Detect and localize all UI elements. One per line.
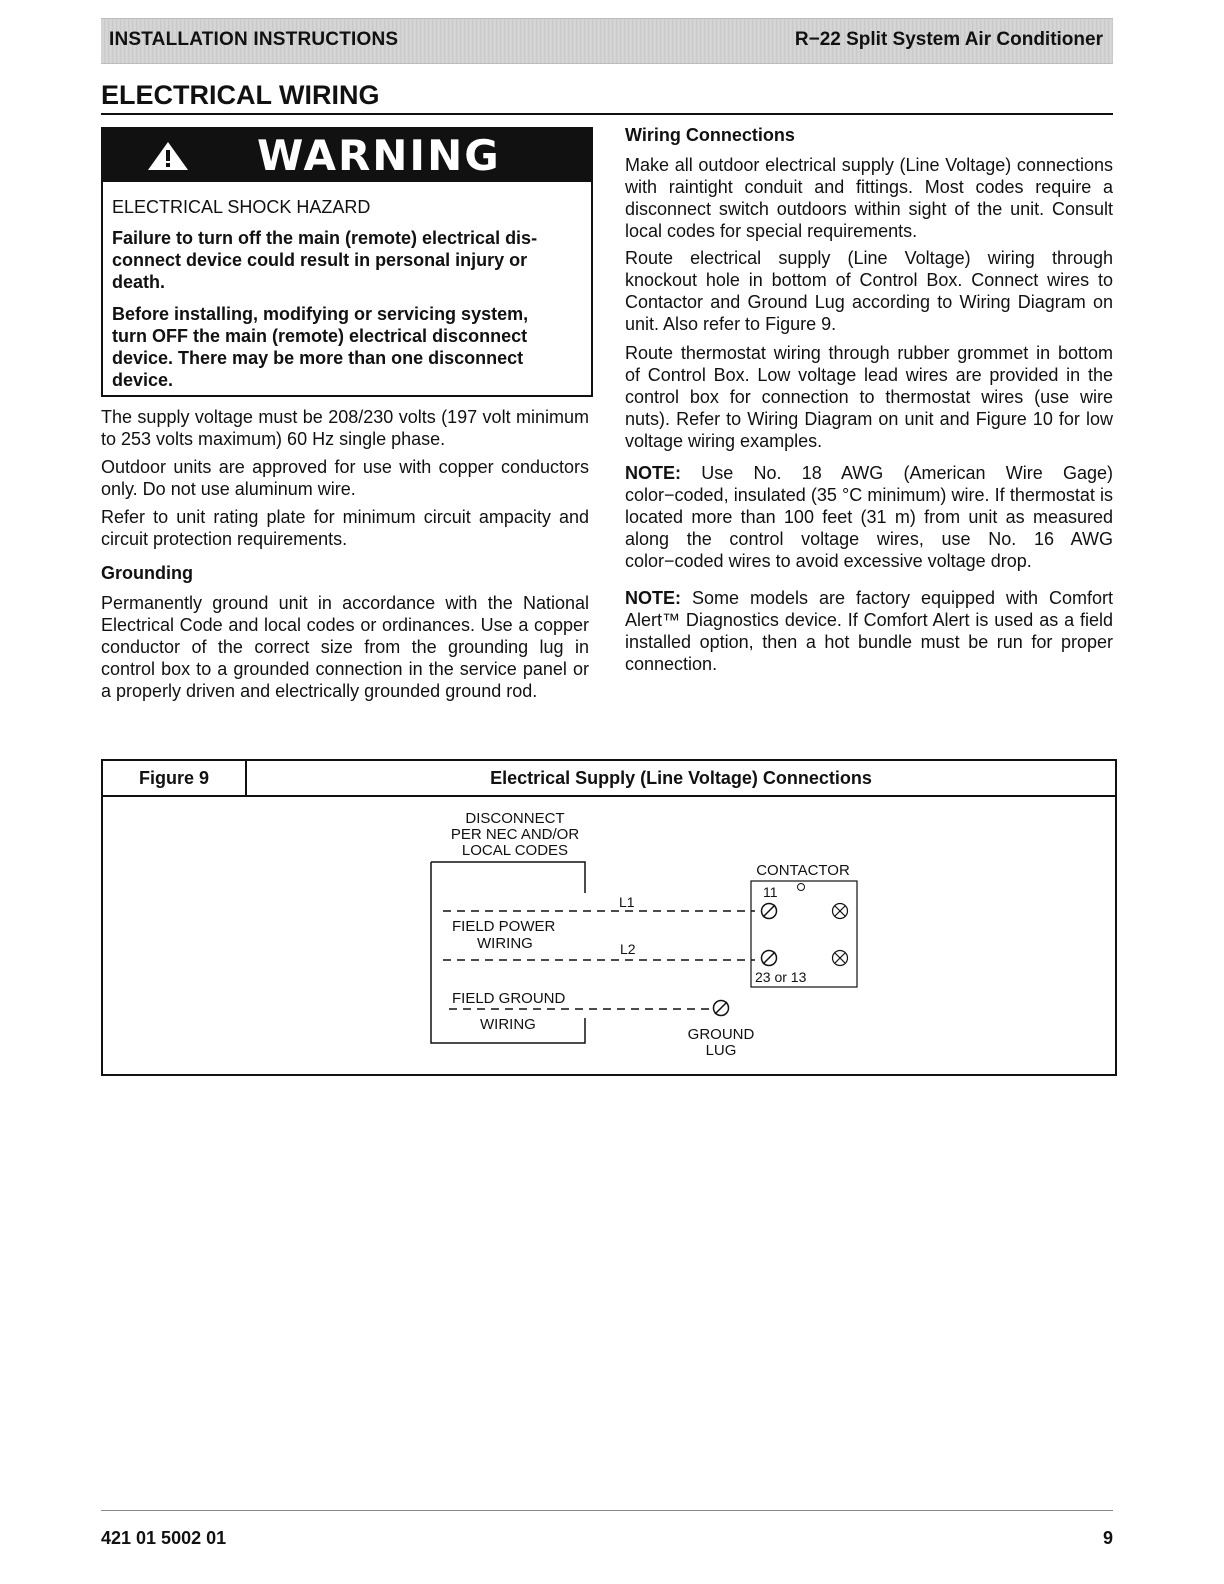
ground-lug-label-1: GROUND	[687, 1026, 755, 1043]
figure-title: Electrical Supply (Line Voltage) Connections	[490, 768, 872, 788]
warning-line-4: Before installing, modifying or servicing system,	[112, 304, 529, 324]
rating-plate-paragraph: Refer to unit rating plate for minimum circuit ampacity and circuit protection requirements.	[101, 507, 589, 549]
footer-divider	[101, 1510, 1113, 1511]
warning-triangle-icon	[147, 141, 189, 171]
l2-load-terminal-icon	[833, 951, 848, 966]
supply-voltage-paragraph: The supply voltage must be 208/230 volts (197 volt minimum to 253 volts maximum) 60 Hz single phase.	[101, 407, 589, 449]
warning-box	[101, 127, 593, 397]
note-awg-text: Use No. 18 AWG (American Wire Gage) color−coded, insulated (35 °C minimum) wire. If thermostat is located more than 100 feet (31 m) from unit as measured along the control voltage wires, use No. 16 AWG color−coded wires to avoid excessive voltage drop.	[625, 463, 1113, 571]
copper-paragraph: Outdoor units are approved for use with copper conductors only. Do not use aluminum wire.	[101, 457, 589, 499]
note-comfort-text: Some models are factory equipped with Comfort Alert™ Diagnostics device. If Comfort Alert is used as a field installed option, then a hot bundle must be run for proper connection.	[625, 588, 1113, 674]
disconnect-label-2: PER NEC AND/OR	[450, 826, 580, 843]
warning-word: WARNING	[257, 131, 501, 180]
field-power-label-1: FIELD POWER	[452, 918, 556, 935]
warning-line-6: device. There may be more than one disconnect	[112, 348, 524, 368]
wiring-connections-heading: Wiring Connections	[625, 125, 795, 145]
l2-label: L2	[620, 941, 636, 957]
ground-lug-label-2: LUG	[705, 1042, 737, 1059]
outdoor-supply-paragraph: Make all outdoor electrical supply (Line Voltage) connections with raintight conduit and fittings. Most codes require a disconnect switch outdoors within sight of the unit. Consult local codes for special requirements.	[625, 155, 1113, 241]
warning-hazard: ELECTRICAL SHOCK HAZARD	[112, 197, 371, 217]
warning-line-7: device.	[112, 370, 174, 390]
l1-label: L1	[619, 894, 635, 910]
disconnect-label-3: LOCAL CODES	[461, 842, 569, 859]
header-bar	[101, 18, 1113, 64]
note-comfort-alert	[625, 587, 1113, 675]
header-subtitle: R−22 Split System Air Conditioner	[794, 29, 1103, 50]
terminal-23-label: 23 or 13	[755, 969, 807, 985]
l1-terminal-icon	[762, 904, 777, 919]
wiring-diagram	[103, 797, 1115, 1072]
figure-9	[101, 759, 1117, 1076]
warning-line-1: Failure to turn off the main (remote) electrical dis-	[112, 228, 538, 248]
l2-terminal-icon	[762, 951, 777, 966]
note-comfort-label: NOTE:	[625, 588, 681, 608]
field-power-label-2: WIRING	[477, 935, 533, 952]
thermostat-paragraph: Route thermostat wiring through rubber grommet in bottom of Control Box. Low voltage lead wires are provided in the control box for connection to thermostat wires (use wire nuts). Refer to Wiring Diagram on unit and Figure 10 for low voltage wiring examples.	[625, 343, 1113, 451]
warning-line-5: turn OFF the main (remote) electrical disconnect	[112, 326, 528, 346]
contactor-label: CONTACTOR	[756, 862, 850, 879]
warning-line-2: connect device could result in personal injury or	[112, 250, 528, 270]
field-ground-label-1: FIELD GROUND	[452, 990, 566, 1007]
terminal-11-label: 11	[763, 884, 778, 900]
note-awg-label: NOTE:	[625, 463, 681, 483]
grounding-paragraph: Permanently ground unit in accordance with the National Electrical Code and local codes or ordinances. Use a copper conductor of the correct size from the grounding lug in control box to a grounded connection in the service panel or a properly driven and electrically grounded ground rod.	[101, 593, 589, 701]
section-title: ELECTRICAL WIRING	[101, 80, 380, 110]
field-ground-label-2: WIRING	[480, 1016, 536, 1033]
warning-banner	[103, 129, 591, 182]
page-number: 9	[1102, 1528, 1113, 1548]
disconnect-label-1: DISCONNECT	[465, 810, 565, 827]
header-title: INSTALLATION INSTRUCTIONS	[109, 29, 399, 50]
figure-header	[103, 761, 1115, 797]
disconnect-box-top	[431, 862, 585, 893]
warning-line-3: death.	[112, 272, 166, 292]
document-number: 421 01 5002 01	[101, 1528, 227, 1548]
note-awg	[625, 462, 1113, 572]
terminal-dot	[798, 884, 805, 891]
title-divider	[101, 113, 1113, 115]
grounding-heading: Grounding	[101, 563, 193, 583]
figure-number: Figure 9	[103, 761, 247, 795]
ground-lug-icon	[714, 1001, 729, 1016]
l1-load-terminal-icon	[833, 904, 848, 919]
route-supply-paragraph: Route electrical supply (Line Voltage) wiring through knockout hole in bottom of Control Box. Connect wires to Contactor and Ground Lug according to Wiring Diagram on unit. Also refer to Figure 9.	[625, 248, 1113, 334]
